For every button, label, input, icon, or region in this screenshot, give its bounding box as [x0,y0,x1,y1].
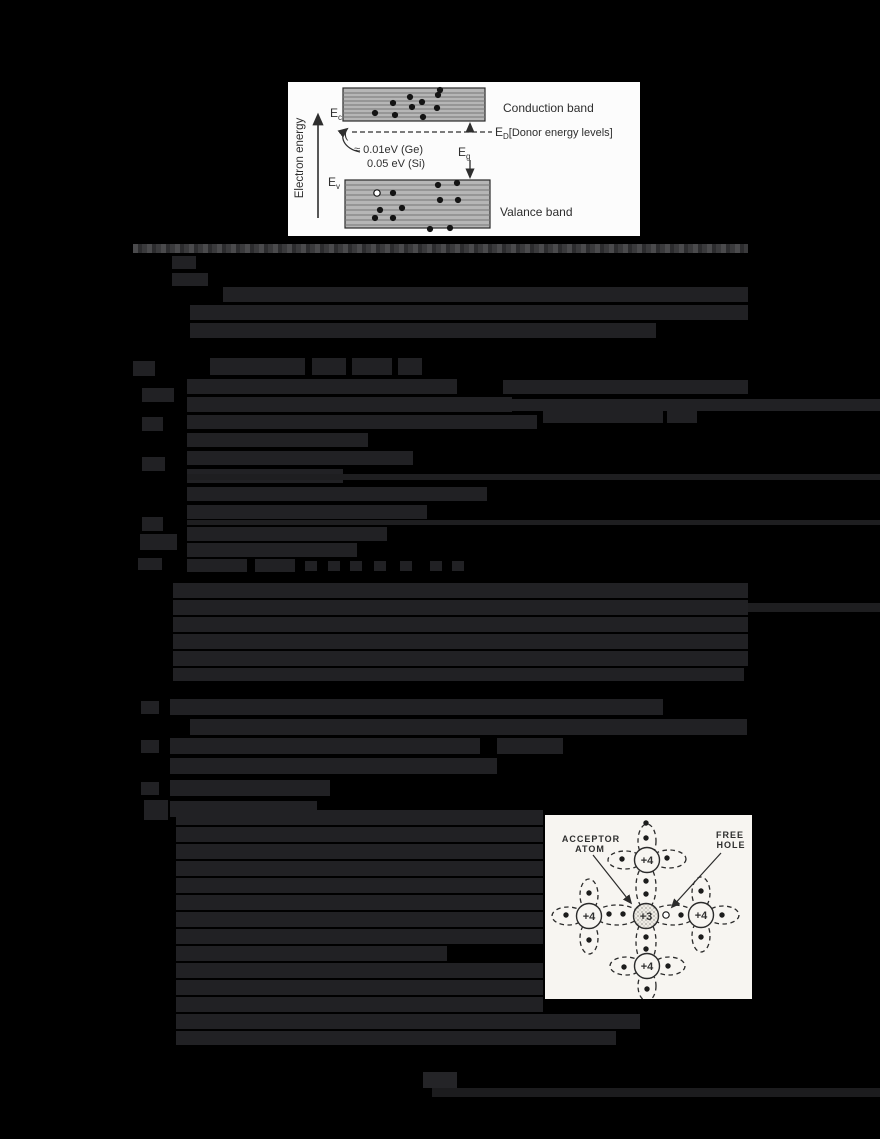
redacted-list-marker [141,782,159,795]
valence-band [345,180,490,232]
acceptor-atom-svg [545,815,752,999]
redacted-text-word [400,561,412,571]
redacted-text-line [170,780,330,796]
redacted-list-marker [144,800,168,820]
approx-ge-label: ≈ 0.01eV (Ge) [354,144,424,156]
redacted-text-line [173,617,748,632]
redacted-heading-word [133,361,155,376]
redacted-text-line [176,912,543,927]
redacted-text-line [176,827,543,842]
redacted-heading-word [312,358,346,375]
redacted-text-line [187,379,457,394]
redacted-list-marker [138,558,162,570]
open-paren: ( [344,126,349,141]
redacted-text-line [190,323,656,338]
redacted-list-marker [141,701,159,714]
free-hole-pointer-arrow [672,853,721,907]
redacted-text-line [170,699,663,715]
free-hole-label: HOLE [716,840,746,850]
redacted-text-line [543,410,663,423]
redacted-text-line [176,878,543,893]
redacted-text-line [173,583,748,598]
redacted-text-line [173,651,748,666]
acceptor-pointer-arrow [593,855,631,903]
host-atom-charge: +4 [582,911,596,923]
redacted-text-line [187,543,357,557]
redacted-text-line [187,397,512,412]
figure-acceptor-atom [545,815,752,999]
figure-caption-illegible [133,244,748,253]
hole-open-circle [374,190,380,196]
axis-label: Electron energy [294,117,306,199]
ev-label: $E_v$ [328,175,341,191]
redacted-list-marker [142,517,163,531]
redacted-text-line [176,1031,616,1045]
redacted-text-word [374,561,386,571]
redacted-text-line [176,997,543,1012]
redacted-list-marker [141,740,159,753]
redacted-text-line [223,287,748,302]
redacted-text-line [503,380,748,394]
acceptor-atom-label: ATOM [575,844,605,854]
redacted-text-word [328,561,340,571]
acceptor-atom-charge: +3 [639,911,653,923]
host-atom-charge: +4 [694,910,708,922]
conduction-band [343,87,485,121]
redacted-text-line [176,980,543,995]
ec-label: $E_c$ [330,106,343,122]
redacted-text-line [187,505,427,519]
host-atom-charge: +4 [640,961,654,973]
figure-energy-band-diagram [288,82,640,236]
donor-level-label: $E_D[Donor$ energy levels] [495,125,613,141]
redacted-text-line [176,895,543,910]
valence-band-rect [345,180,490,228]
redacted-text-word [430,561,442,571]
redacted-text-line [173,668,744,681]
redacted-text-line [173,600,748,615]
redacted-text-word [187,559,247,572]
band-diagram-svg [288,82,640,236]
acceptor-atom-label: ACCEPTOR [561,834,621,844]
redacted-text-line [176,844,543,859]
redacted-list-marker [142,457,165,471]
redacted-list-marker [142,417,163,431]
redacted-text-line [187,433,368,447]
redacted-heading-word [352,358,392,375]
redacted-text-line [176,1014,640,1029]
conduction-band-label: Conduction band [503,101,594,115]
redacted-text-line [176,963,543,978]
host-atom-charge: +4 [640,855,654,867]
redacted-text-line [190,719,747,735]
redacted-text-line [187,451,413,465]
redacted-text-line [187,415,537,429]
redacted-text-line [176,946,447,961]
redacted-list-marker [142,388,174,402]
redacted-text-line [176,810,543,825]
redacted-text-word [452,561,464,571]
approx-si-label: 0.05 eV (Si) [367,158,426,170]
redacted-text-line [187,527,387,541]
redacted-heading-word [398,358,422,375]
redacted-text-word [305,561,317,571]
redacted-rule [187,474,880,480]
redacted-list-marker [140,534,177,550]
redacted-text-line [170,738,480,754]
redacted-text-word [255,559,295,572]
footer-bleed-line [432,1088,880,1097]
redacted-list-marker [172,273,208,286]
redacted-text-line [667,410,697,423]
valence-band-label: Valance band [500,205,573,219]
electron-energy-axis [294,115,318,218]
free-hole-circle [663,912,669,918]
page-number-illegible [423,1072,457,1088]
redacted-heading-word [210,358,305,375]
redacted-text-line [176,861,543,876]
band-gap-arrow [458,145,470,177]
redacted-text-line [176,929,543,944]
redacted-text-line [190,305,748,320]
donor-level-line [344,124,492,141]
redacted-text-line [497,738,563,754]
redacted-text-word [350,561,362,571]
free-hole-label: FREE [715,830,745,840]
redacted-text-line [187,487,487,501]
eg-label: $E_g$ [458,145,471,161]
redacted-list-marker [172,256,196,269]
redacted-text-line [170,758,497,774]
redacted-bleed-line [748,603,880,612]
redacted-text-line [173,634,748,649]
redacted-rule [187,520,880,525]
